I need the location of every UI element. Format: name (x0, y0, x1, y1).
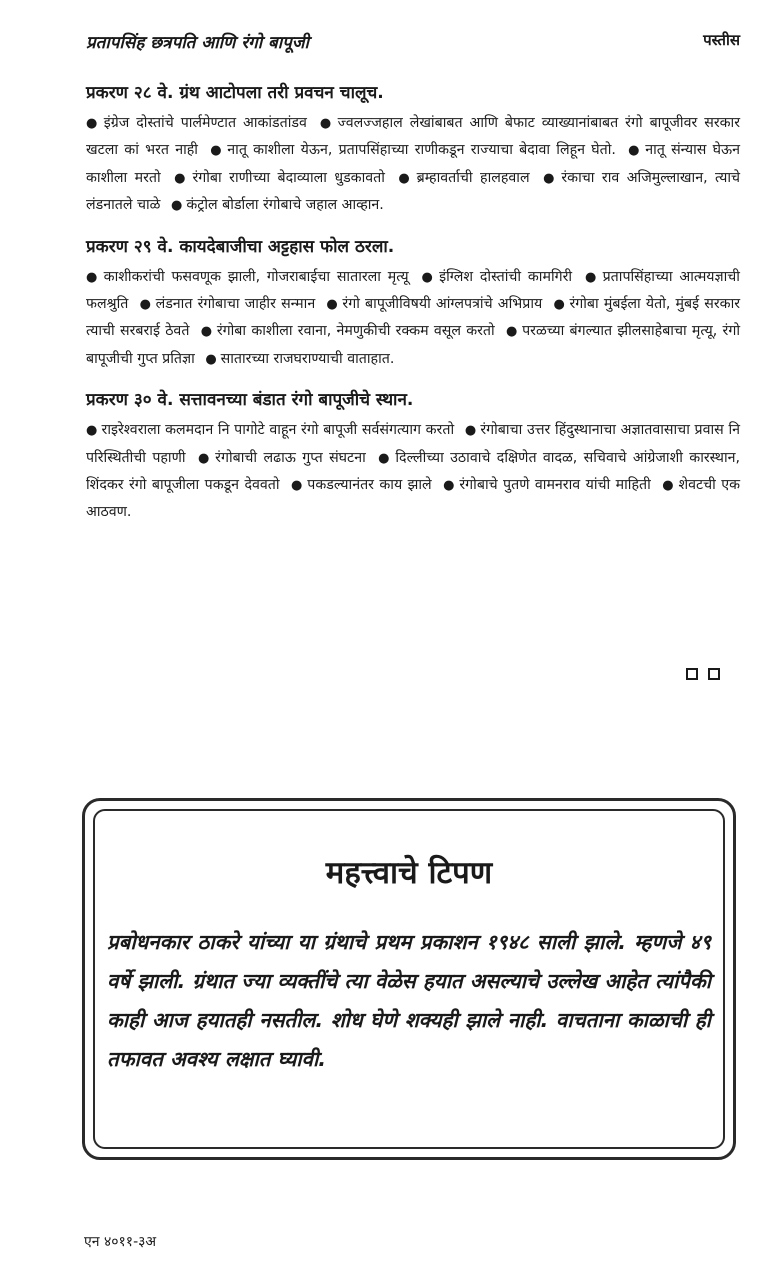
page-number: पस्तीस (703, 31, 740, 49)
bullet-icon: ● (378, 450, 392, 466)
chapter-topic: रंगो बापूजीविषयी आंग्लपत्रांचे अभिप्राय (342, 296, 543, 313)
chapter-topic: सातारच्या राजघराण्याची वाताहात. (220, 350, 395, 367)
footer-code: एन ४०११-३अ (84, 1234, 157, 1250)
bullet-icon: ● (662, 478, 675, 494)
chapter-topic: काशीकरांची फसवणूक झाली, गोजराबाईचा सातारला मृत्यू (103, 268, 409, 285)
chapter-topic: रंगोबाचे पुतणे वामनराव यांची माहिती (459, 477, 651, 494)
bullet-icon: ● (319, 116, 334, 131)
chapter-topic: परळच्या बंगल्यात झीलसाहेबाचा मृत्यू, रंगो बापूजीची गुप्त प्रतिज्ञा (86, 323, 741, 367)
bullet-icon: ● (421, 269, 436, 285)
end-mark (686, 668, 734, 686)
bullet-icon: ● (200, 324, 213, 340)
chapter-summary (86, 417, 740, 527)
chapter-topic: रंगोबा राणीच्या बेदाव्याला धुडकावतो (192, 169, 385, 186)
chapter-topic: इंग्रेज दोस्तांचे पार्लमेण्टात आकांडतांडव (103, 115, 307, 131)
bullet-icon: ● (205, 351, 217, 367)
chapter-section (86, 234, 740, 374)
chapter-heading: प्रकरण २९ वे. कायदेबाजीचा अट्टहास फोल ठरला. (86, 236, 395, 257)
running-title: प्रतापसिंह छत्रपति आणि रंगो बापूजी (86, 33, 309, 53)
chapter-topic: नातू संन्यास घेऊन काशीला मरतो (86, 142, 740, 186)
bullet-icon: ● (584, 269, 599, 285)
bullet-icon: ● (326, 297, 339, 313)
bullet-icon: ● (86, 269, 100, 285)
bullet-icon: ● (174, 170, 189, 186)
bullet-icon: ● (443, 478, 456, 494)
chapter-topic: पकडल्यानंतर काय झाले (307, 477, 432, 494)
chapter-topic: ब्रम्हावर्ताची हालहवाल (416, 169, 530, 186)
bullet-icon: ● (291, 478, 304, 494)
bullet-icon: ● (505, 324, 519, 340)
chapter-topic: रंगोबा मुंबईला येतो, मुंबई सरकार त्याची सरबराई ठेवते (86, 296, 741, 340)
chapter-topic: लंडनात रंगोबाचा जाहीर सन्मान (155, 296, 316, 313)
chapter-summary (86, 264, 740, 374)
bullet-icon: ● (628, 143, 642, 159)
chapter-section (86, 80, 740, 220)
bullet-icon: ● (398, 170, 413, 186)
chapter-topic: इंग्लिश दोस्तांची कामगिरी (439, 268, 573, 285)
bullet-icon: ● (170, 198, 183, 214)
running-header (86, 30, 740, 56)
bullet-icon: ● (210, 143, 224, 159)
chapter-topic: राइरेश्वराला कलमदान नि पागोटे वाहून रंगो बापूजी सर्वसंगत्याग करतो (101, 422, 455, 439)
chapter-heading: प्रकरण ३० वे. सत्तावनच्या बंडात रंगो बापूजीचे स्थान. (86, 390, 414, 411)
bullet-icon: ● (543, 170, 558, 186)
bullet-icon: ● (86, 423, 98, 439)
chapter-summary (86, 110, 740, 220)
bullet-icon: ● (197, 450, 212, 466)
important-note-box (82, 798, 736, 1160)
chapter-topic: रंगोबाची लढाऊ गुप्त संघटना (215, 449, 366, 466)
square-icon (686, 668, 698, 680)
note-text: प्रबोधनकार ठाकरे यांच्या या ग्रंथाचे प्रथम प्रकाशन १९४८ साली झाले. म्हणजे ४९ वर्षे झाली. ग्रंथात ज्या व्यक्तींचे त्या वेळेस हयात असल्याचे उल्लेख आहेत त्यांपैकी काही आज हयातही नसतील. शोध घेणे शक्यही झाले नाही. वाचताना काळाची ही तफावत अवश्य लक्षात घ्यावी. (107, 930, 711, 1071)
chapter-topic: नातू काशीला येऊन, प्रतापसिंहाच्या राणीकडून राज्याचा बेदावा लिहून घेतो. (227, 142, 616, 159)
chapter-topic: रंगोबाचा उत्तर हिंदुस्थानाचा अज्ञातवासाचा प्रवास नि परिस्थितीची पहाणी (86, 422, 741, 466)
chapter-topic: रंकाचा राव अजिमुल्लाखान, त्याचे लंडनातले चाळे (86, 169, 741, 214)
chapter-topic: कंट्रोल बोर्डाला रंगोबाचे जहाल आव्हान. (186, 197, 384, 214)
chapter-topic: ज्वलज्जहाल लेखांबाबत आणि बेफाट व्याख्यानांबाबत रंगो बापूजीवर सरकार खटला कां भरत नाही (86, 115, 741, 159)
bullet-icon: ● (139, 297, 152, 313)
bullet-icon: ● (464, 423, 477, 439)
square-icon (708, 668, 720, 680)
note-title: महत्त्वाचे टिपण (325, 855, 493, 891)
chapter-heading: प्रकरण २८ वे. ग्रंथ आटोपला तरी प्रवचन चालूच. (86, 83, 384, 103)
chapter-topic: दिल्लीच्या उठावाचे दक्षिणेत वादळ, सचिवाचे आंग्रेजाशी कारस्थान, शिंदकर रंगो बापूजीला पकडून देववतो (86, 449, 741, 494)
bullet-icon: ● (553, 297, 566, 313)
chapter-topic: रंगोबा काशीला रवाना, नेमणुकीची रक्कम वसूल करतो (216, 323, 495, 340)
chapter-topic: प्रतापसिंहाच्या आत्मयज्ञाची फलश्रुति (86, 268, 740, 313)
chapter-topic: शेवटची एक आठवण. (86, 477, 741, 521)
chapter-list (86, 80, 740, 541)
bullet-icon: ● (86, 116, 100, 131)
chapter-section (86, 387, 740, 527)
